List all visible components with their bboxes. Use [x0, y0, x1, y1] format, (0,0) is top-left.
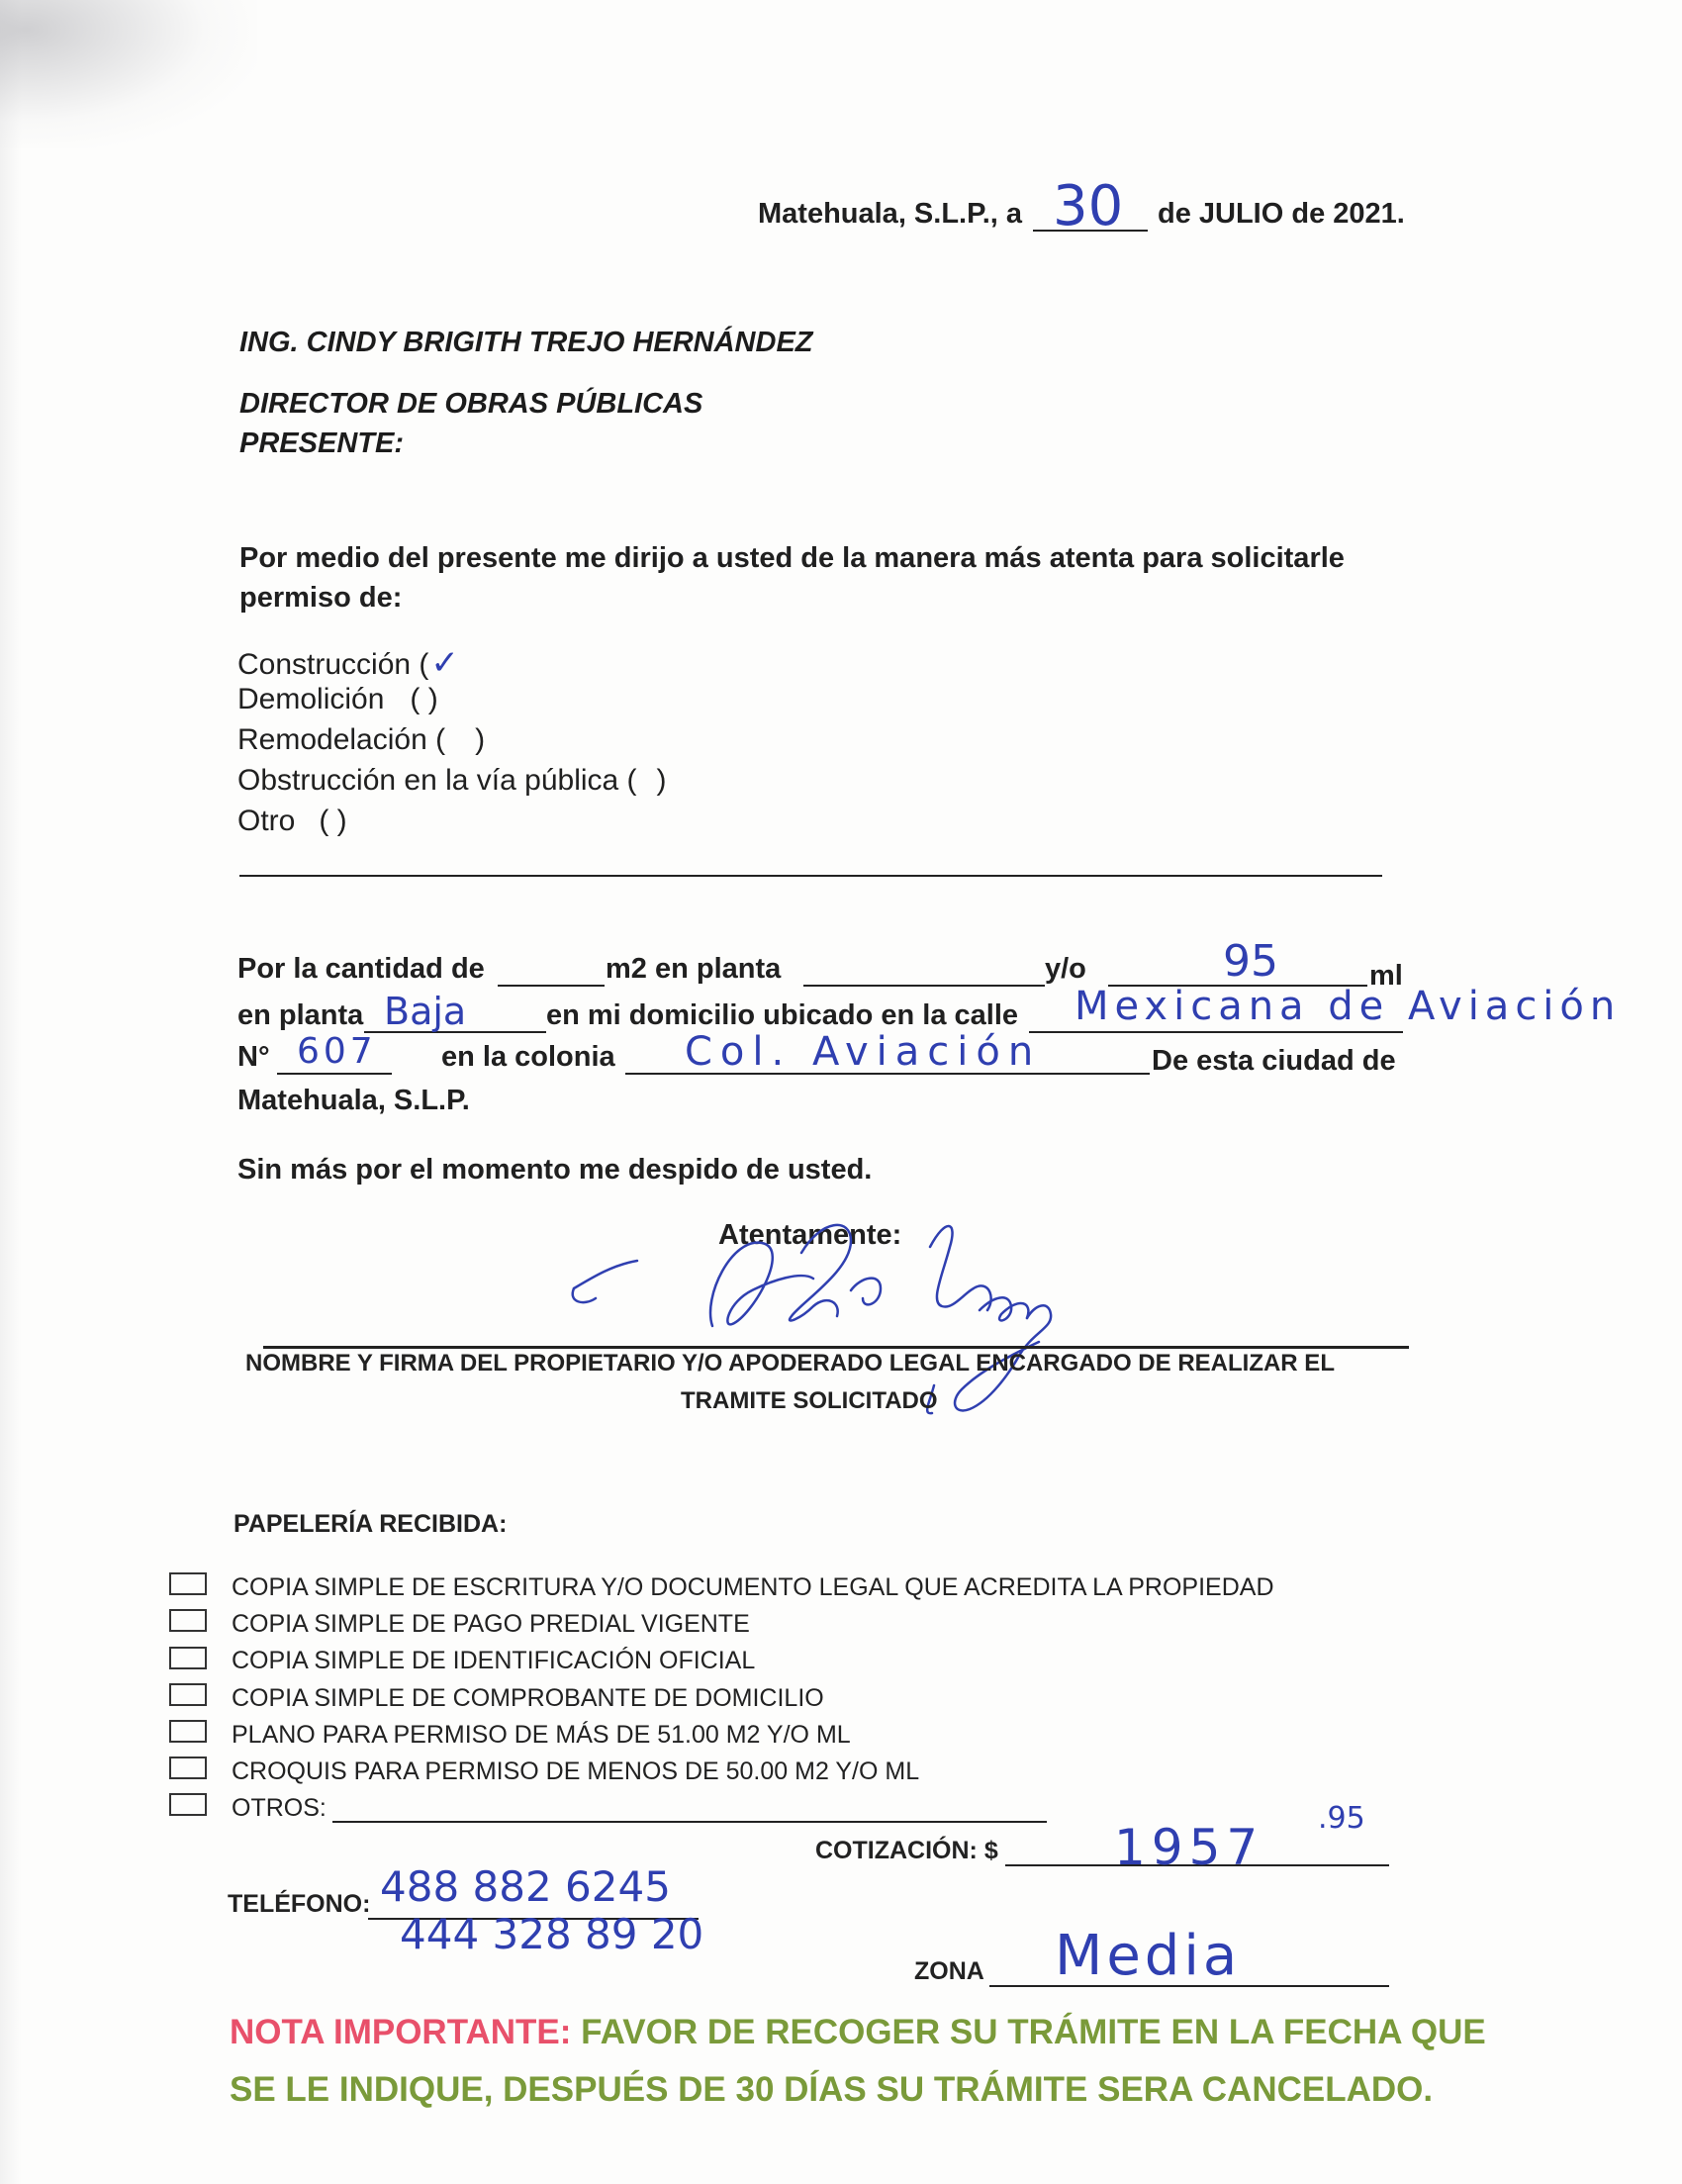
important-note-line1 — [230, 2013, 1486, 2052]
m2-planta-line — [803, 985, 1045, 987]
colony-label: en la colonia — [441, 1041, 615, 1073]
permit-option-parens: ( ) — [410, 683, 438, 715]
paperwork-checkbox-croquis[interactable] — [169, 1757, 207, 1779]
paperwork-item-croquis: CROQUIS PARA PERMISO DE MENOS DE 50.00 M2 Y/O ML — [232, 1757, 920, 1785]
paperwork-item-escritura: COPIA SIMPLE DE ESCRITURA Y/O DOCUMENTO LEGAL QUE ACREDITA LA PROPIEDAD — [232, 1573, 1274, 1601]
important-note-text1: FAVOR DE RECOGER SU TRÁMITE EN LA FECHA QUE — [581, 2013, 1486, 2051]
phone-line1-handwritten: 488 882 6245 — [380, 1862, 671, 1911]
floor-value-handwritten: Baja — [384, 990, 467, 1033]
quote-cents-handwritten: .95 — [1318, 1801, 1365, 1836]
paperwork-checkbox-plano[interactable] — [169, 1720, 207, 1743]
m2-label: m2 en planta — [606, 953, 782, 985]
permit-option-label: Demolición — [237, 683, 385, 715]
permit-option-obstruccion — [237, 764, 667, 798]
other-permit-line — [239, 875, 1382, 877]
paperwork-item-identificacion: COPIA SIMPLE DE IDENTIFICACIÓN OFICIAL — [232, 1647, 756, 1674]
permit-option-label: Construcción ( — [237, 648, 429, 681]
paperwork-item-otros: OTROS: — [232, 1794, 327, 1822]
date-prefix: Matehuala, S.L.P., a — [758, 198, 1023, 230]
important-note-prefix: NOTA IMPORTANTE: — [230, 2013, 572, 2051]
paperwork-checkbox-domicilio[interactable] — [169, 1683, 207, 1706]
signature-line — [263, 1346, 1409, 1349]
zone-label: ZONA — [914, 1957, 984, 1985]
paperwork-checkbox-predial[interactable] — [169, 1609, 207, 1632]
permit-option-remodelacion — [237, 723, 485, 757]
signature-caption-line1: NOMBRE Y FIRMA DEL PROPIETARIO Y/O APODERADO LEGAL ENCARGADO DE REALIZAR EL — [245, 1350, 1335, 1377]
street-value-handwritten: Mexicana de Aviación — [1075, 984, 1622, 1029]
permit-option-check-mark: ✓ — [430, 643, 459, 683]
regards-text: Atentamente: — [718, 1219, 902, 1251]
colony-value-handwritten: Col. Aviación — [685, 1029, 1042, 1075]
paperwork-item-predial: COPIA SIMPLE DE PAGO PREDIAL VIGENTE — [232, 1610, 750, 1638]
paperwork-item-plano: PLANO PARA PERMISO DE MÁS DE 51.00 M2 Y/O ML — [232, 1721, 851, 1749]
quantity-line — [498, 985, 605, 987]
number-line — [277, 1073, 392, 1075]
paperwork-checkbox-identificacion[interactable] — [169, 1647, 207, 1669]
date-day-handwritten: 30 — [1053, 174, 1124, 238]
phone-label: TELÉFONO: — [228, 1890, 371, 1918]
permit-option-construccion — [237, 643, 459, 683]
permit-option-label: Remodelación ( — [237, 723, 446, 756]
quote-label: COTIZACIÓN: $ — [815, 1837, 998, 1864]
permit-option-otro — [237, 805, 347, 838]
paperwork-otros-line — [332, 1821, 1047, 1823]
farewell-text: Sin más por el momento me despido de usted. — [237, 1154, 873, 1186]
permit-option-demolicion — [237, 683, 438, 716]
city-label: De esta ciudad de — [1152, 1045, 1396, 1077]
yo-label: y/o — [1045, 953, 1086, 985]
paperwork-title: PAPELERÍA RECIBIDA: — [234, 1510, 508, 1538]
scan-edge-shadow — [0, 0, 22, 2184]
ml-label: ml — [1369, 960, 1403, 992]
phone-line2-handwritten: 444 328 89 20 — [400, 1910, 704, 1958]
signature-caption-line2: TRAMITE SOLICITADO — [681, 1387, 938, 1414]
request-intro-line2: permiso de: — [239, 582, 403, 614]
permit-option-label: Otro — [237, 805, 296, 837]
paperwork-item-domicilio: COPIA SIMPLE DE COMPROBANTE DE DOMICILIO — [232, 1684, 824, 1712]
paperwork-checkbox-escritura[interactable] — [169, 1572, 207, 1595]
number-label: N° — [237, 1041, 270, 1073]
recipient-greeting: PRESENTE: — [239, 427, 404, 459]
floor-label: en planta — [237, 999, 364, 1031]
zone-value-handwritten: Media — [1055, 1924, 1242, 1988]
permit-option-parens: ( ) — [319, 805, 347, 837]
quantity-label: Por la cantidad de — [237, 953, 485, 985]
important-note-line2: SE LE INDIQUE, DESPUÉS DE 30 DÍAS SU TRÁMITE SERA CANCELADO. — [230, 2070, 1434, 2109]
request-intro-line1: Por medio del presente me dirijo a usted de la manera más atenta para solicitarle — [239, 542, 1345, 574]
permit-option-parens: ) — [475, 723, 486, 756]
number-value-handwritten: 607 — [297, 1031, 377, 1072]
city-line2: Matehuala, S.L.P. — [237, 1085, 470, 1116]
quote-value-handwritten: 1957 — [1114, 1819, 1264, 1876]
street-line — [1029, 1031, 1403, 1033]
permit-option-parens: ) — [656, 764, 667, 797]
paperwork-checkbox-otros[interactable] — [169, 1793, 207, 1816]
scan-corner-shadow — [0, 0, 257, 148]
permit-option-label: Obstrucción en la vía pública ( — [237, 764, 637, 797]
recipient-name: ING. CINDY BRIGITH TREJO HERNÁNDEZ — [239, 327, 813, 358]
recipient-position: DIRECTOR DE OBRAS PÚBLICAS — [239, 388, 703, 420]
address-label: en mi domicilio ubicado en la calle — [546, 999, 1019, 1031]
ml-value-handwritten: 95 — [1223, 936, 1278, 987]
date-suffix: de JULIO de 2021. — [1158, 198, 1405, 230]
